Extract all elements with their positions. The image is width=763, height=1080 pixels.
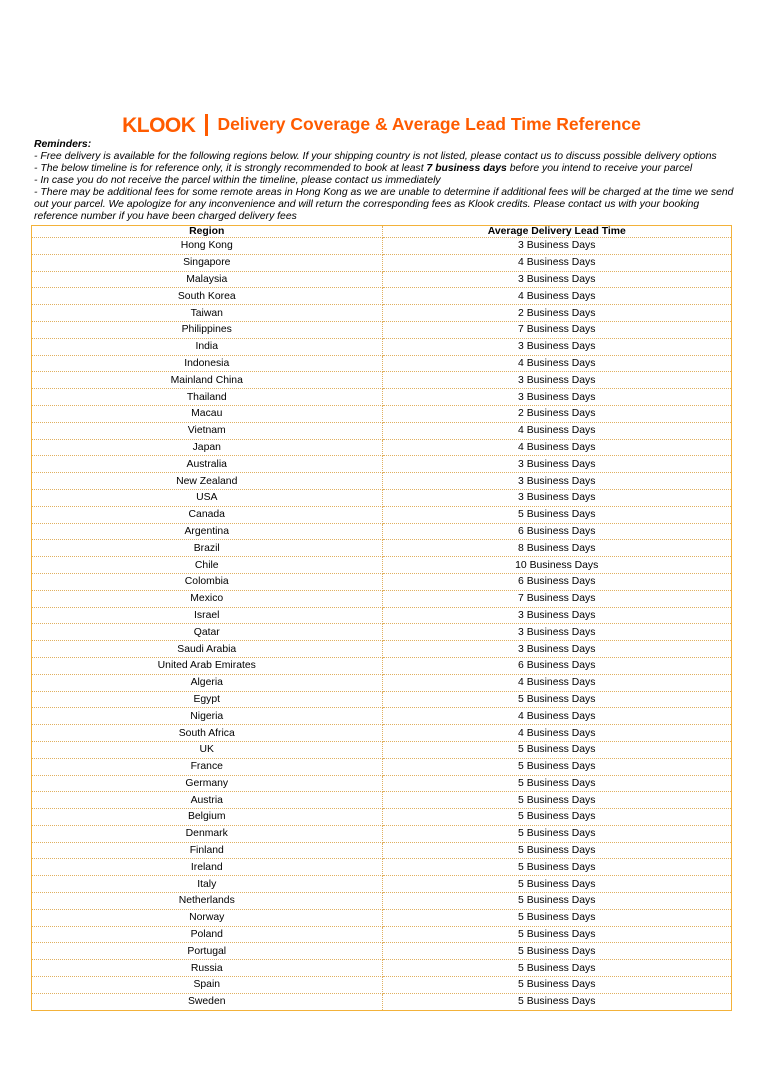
table-row bbox=[32, 422, 731, 439]
region-cell: Philippines bbox=[32, 321, 382, 338]
table-row bbox=[32, 523, 731, 540]
lead-time-cell: 5 Business Days bbox=[382, 960, 731, 977]
table-row bbox=[32, 338, 731, 355]
region-cell: Australia bbox=[32, 456, 382, 473]
region-cell: Hong Kong bbox=[32, 238, 382, 255]
lead-time-cell: 4 Business Days bbox=[382, 288, 731, 305]
region-cell: Denmark bbox=[32, 825, 382, 842]
table-header-row bbox=[32, 226, 731, 238]
region-cell: Algeria bbox=[32, 674, 382, 691]
region-cell: Belgium bbox=[32, 809, 382, 826]
reminders-heading: Reminders: bbox=[34, 139, 92, 150]
region-cell: Macau bbox=[32, 405, 382, 422]
lead-time-cell: 3 Business Days bbox=[382, 473, 731, 490]
reminders-section bbox=[34, 139, 734, 223]
lead-time-cell: 3 Business Days bbox=[382, 624, 731, 641]
table-row bbox=[32, 926, 731, 943]
lead-time-cell: 5 Business Days bbox=[382, 691, 731, 708]
lead-time-cell: 3 Business Days bbox=[382, 607, 731, 624]
lead-time-cell: 4 Business Days bbox=[382, 422, 731, 439]
region-cell: Vietnam bbox=[32, 422, 382, 439]
table-row bbox=[32, 960, 731, 977]
region-cell: UK bbox=[32, 741, 382, 758]
table-row bbox=[32, 708, 731, 725]
lead-time-cell: 2 Business Days bbox=[382, 405, 731, 422]
region-cell: Mexico bbox=[32, 590, 382, 607]
document-header bbox=[0, 112, 763, 138]
table-row bbox=[32, 775, 731, 792]
lead-time-cell: 5 Business Days bbox=[382, 758, 731, 775]
region-cell: Malaysia bbox=[32, 271, 382, 288]
lead-time-cell: 3 Business Days bbox=[382, 338, 731, 355]
region-cell: Brazil bbox=[32, 540, 382, 557]
table-row bbox=[32, 977, 731, 994]
lead-time-cell: 5 Business Days bbox=[382, 741, 731, 758]
table-row bbox=[32, 741, 731, 758]
table-row bbox=[32, 489, 731, 506]
table-row bbox=[32, 758, 731, 775]
lead-time-cell: 5 Business Days bbox=[382, 893, 731, 910]
table-row bbox=[32, 993, 731, 1010]
table-row bbox=[32, 792, 731, 809]
region-cell: Poland bbox=[32, 926, 382, 943]
table-row bbox=[32, 590, 731, 607]
region-cell: India bbox=[32, 338, 382, 355]
lead-time-cell: 5 Business Days bbox=[382, 792, 731, 809]
lead-time-cell: 3 Business Days bbox=[382, 271, 731, 288]
table-row bbox=[32, 876, 731, 893]
lead-time-cell: 5 Business Days bbox=[382, 842, 731, 859]
lead-time-cell: 4 Business Days bbox=[382, 439, 731, 456]
table-row bbox=[32, 456, 731, 473]
table-body bbox=[32, 238, 731, 1011]
lead-time-cell: 5 Business Days bbox=[382, 506, 731, 523]
region-cell: South Africa bbox=[32, 725, 382, 742]
table-row bbox=[32, 238, 731, 255]
lead-time-cell: 3 Business Days bbox=[382, 489, 731, 506]
region-cell: Colombia bbox=[32, 573, 382, 590]
reminder-timeline-days: 7 business days bbox=[426, 163, 507, 174]
region-cell: Ireland bbox=[32, 859, 382, 876]
table-row bbox=[32, 389, 731, 406]
table-row bbox=[32, 254, 731, 271]
lead-time-cell: 5 Business Days bbox=[382, 859, 731, 876]
table-row bbox=[32, 305, 731, 322]
lead-time-cell: 6 Business Days bbox=[382, 657, 731, 674]
table-row bbox=[32, 540, 731, 557]
region-cell: Netherlands bbox=[32, 893, 382, 910]
table-row bbox=[32, 691, 731, 708]
lead-time-cell: 6 Business Days bbox=[382, 523, 731, 540]
table-row bbox=[32, 288, 731, 305]
region-cell: Egypt bbox=[32, 691, 382, 708]
lead-time-cell: 3 Business Days bbox=[382, 372, 731, 389]
table-row bbox=[32, 506, 731, 523]
lead-time-cell: 3 Business Days bbox=[382, 389, 731, 406]
table-row bbox=[32, 859, 731, 876]
lead-time-cell: 5 Business Days bbox=[382, 876, 731, 893]
region-cell: Finland bbox=[32, 842, 382, 859]
region-cell: South Korea bbox=[32, 288, 382, 305]
lead-time-cell: 10 Business Days bbox=[382, 557, 731, 574]
region-cell: France bbox=[32, 758, 382, 775]
region-cell: Germany bbox=[32, 775, 382, 792]
lead-time-cell: 5 Business Days bbox=[382, 909, 731, 926]
lead-time-cell: 5 Business Days bbox=[382, 825, 731, 842]
table-row bbox=[32, 372, 731, 389]
table-row bbox=[32, 657, 731, 674]
lead-time-cell: 2 Business Days bbox=[382, 305, 731, 322]
region-cell: Canada bbox=[32, 506, 382, 523]
region-cell: Russia bbox=[32, 960, 382, 977]
reminder-timeline bbox=[34, 163, 734, 175]
lead-time-cell: 4 Business Days bbox=[382, 254, 731, 271]
page-title: Delivery Coverage & Average Lead Time Reference bbox=[217, 114, 641, 135]
region-column-header: Region bbox=[32, 226, 382, 238]
region-cell: Singapore bbox=[32, 254, 382, 271]
klook-logo: KLOOK bbox=[122, 113, 196, 137]
region-cell: Indonesia bbox=[32, 355, 382, 372]
region-cell: Qatar bbox=[32, 624, 382, 641]
lead-time-cell: 4 Business Days bbox=[382, 725, 731, 742]
table-row bbox=[32, 909, 731, 926]
reminder-not-received: - In case you do not receive the parcel within the timeline, please contact us immediately bbox=[34, 175, 441, 186]
region-cell: Chile bbox=[32, 557, 382, 574]
table-row bbox=[32, 842, 731, 859]
table-row bbox=[32, 439, 731, 456]
region-cell: Japan bbox=[32, 439, 382, 456]
delivery-table-container bbox=[31, 225, 732, 1011]
region-cell: Nigeria bbox=[32, 708, 382, 725]
table-row bbox=[32, 573, 731, 590]
lead-time-cell: 5 Business Days bbox=[518, 996, 596, 1008]
table-row bbox=[32, 943, 731, 960]
reminder-timeline-pre: - The below timeline is for reference only, it is strongly recommended to book at least bbox=[34, 163, 427, 174]
lead-time-column-header: Average Delivery Lead Time bbox=[382, 226, 731, 238]
region-cell: Israel bbox=[32, 607, 382, 624]
table-row bbox=[32, 607, 731, 624]
table-row bbox=[32, 725, 731, 742]
region-cell: Norway bbox=[32, 909, 382, 926]
reminder-timeline-post: before you intend to receive your parcel bbox=[506, 163, 693, 174]
table-row bbox=[32, 271, 731, 288]
lead-time-cell: 5 Business Days bbox=[382, 977, 731, 994]
table-row bbox=[32, 355, 731, 372]
table-row bbox=[32, 405, 731, 422]
lead-time-cell: 3 Business Days bbox=[382, 238, 731, 255]
table-row bbox=[32, 674, 731, 691]
table-row bbox=[32, 893, 731, 910]
table-row bbox=[32, 321, 731, 338]
lead-time-cell: 8 Business Days bbox=[382, 540, 731, 557]
region-cell: Saudi Arabia bbox=[32, 641, 382, 658]
region-cell: Sweden bbox=[32, 993, 382, 1010]
region-cell: USA bbox=[32, 489, 382, 506]
table-row bbox=[32, 825, 731, 842]
delivery-table bbox=[32, 226, 731, 1010]
lead-time-cell: 5 Business Days bbox=[382, 809, 731, 826]
reminder-remote-fees: - There may be additional fees for some remote areas in Hong Kong as we are unable to determine if additional fees will be charged at the time we send out your parcel. We apologize for any inconvenience and will return the corresponding fees as Klook credits. Please contact us with your booking reference number if you have been charged delivery fees bbox=[34, 187, 734, 222]
lead-time-cell: 3 Business Days bbox=[382, 641, 731, 658]
region-cell: Mainland China bbox=[32, 372, 382, 389]
region-cell: Spain bbox=[32, 977, 382, 994]
table-row bbox=[32, 557, 731, 574]
lead-time-cell: 7 Business Days bbox=[382, 321, 731, 338]
region-cell: Austria bbox=[32, 792, 382, 809]
lead-time-cell: 4 Business Days bbox=[382, 708, 731, 725]
table-row bbox=[32, 473, 731, 490]
lead-time-cell: 5 Business Days bbox=[382, 943, 731, 960]
region-cell: New Zealand bbox=[32, 473, 382, 490]
table-row bbox=[32, 809, 731, 826]
lead-time-cell: 5 Business Days bbox=[382, 775, 731, 792]
region-cell: Thailand bbox=[32, 389, 382, 406]
table-row bbox=[32, 624, 731, 641]
region-cell: Portugal bbox=[32, 943, 382, 960]
lead-time-cell: 5 Business Days bbox=[382, 926, 731, 943]
region-cell: United Arab Emirates bbox=[32, 657, 382, 674]
lead-time-cell: 4 Business Days bbox=[382, 355, 731, 372]
table-row bbox=[32, 641, 731, 658]
header-divider bbox=[205, 114, 208, 136]
reminder-free-delivery: - Free delivery is available for the following regions below. If your shipping country is not listed, please contact us to discuss possible delivery options bbox=[34, 151, 717, 162]
region-cell: Taiwan bbox=[32, 305, 382, 322]
lead-time-cell: 6 Business Days bbox=[382, 573, 731, 590]
region-cell: Argentina bbox=[32, 523, 382, 540]
lead-time-cell: 4 Business Days bbox=[382, 674, 731, 691]
region-cell: Italy bbox=[32, 876, 382, 893]
lead-time-cell: 3 Business Days bbox=[382, 456, 731, 473]
lead-time-cell: 7 Business Days bbox=[382, 590, 731, 607]
